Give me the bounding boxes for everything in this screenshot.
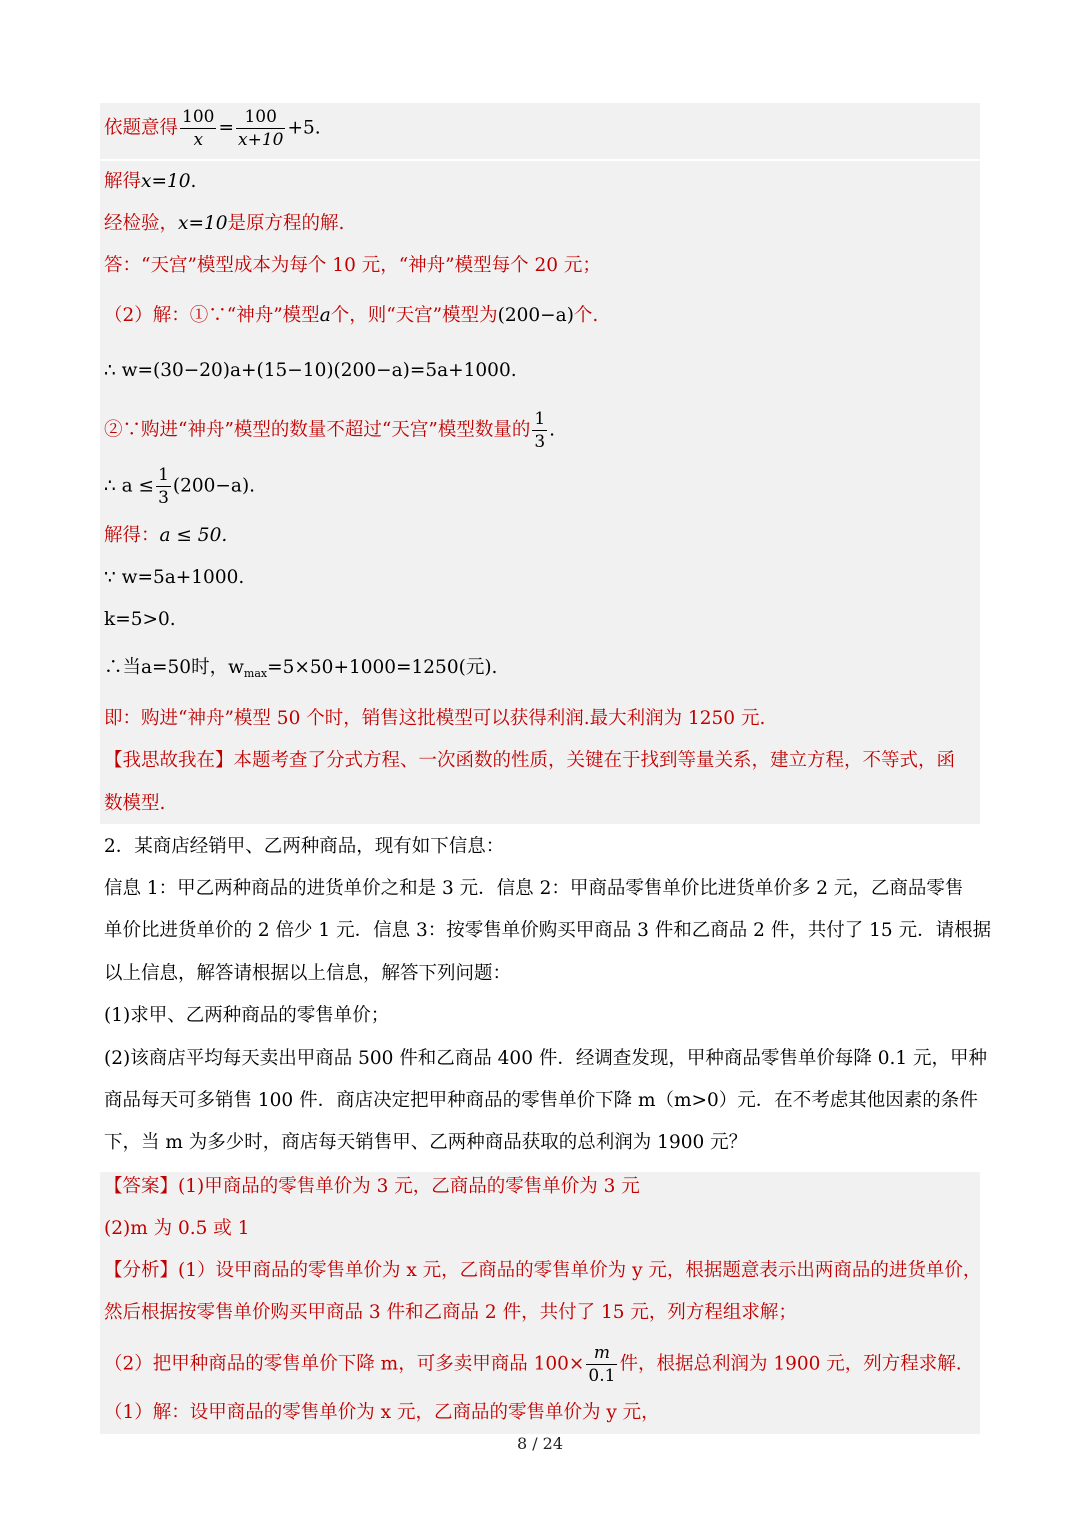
- solve-end: .: [190, 171, 197, 192]
- problem2-question-2-line-3: 下，当 m 为多少时，商店每天销售甲、乙两种商品获取的总利润为 1900 元？: [104, 1132, 748, 1153]
- reflection-line-1: 【我思故我在】本题考查了分式方程、一次函数的性质，关键在于找到等量关系，建立方程，不等式，函: [104, 750, 956, 771]
- inequality-line: [104, 464, 980, 509]
- max-sub: max: [243, 667, 268, 680]
- problem2-info-3: 以上信息，解答请根据以上信息，解答下列问题：: [104, 963, 512, 984]
- ana2-post: 件，根据总利润为 1900 元，列方程求解.: [619, 1353, 962, 1375]
- ana2-pre: （2）把甲种商品的零售单价下降 m，可多卖甲商品 100×: [104, 1353, 585, 1375]
- check-prefix: 经检验，: [104, 213, 179, 234]
- solved-math: a ≤ 50.: [159, 525, 228, 546]
- analysis-line-1: 【分析】(1）设甲商品的零售单价为 x 元，乙商品的零售单价为 y 元，根据题意表示出两商品的进货单价，: [104, 1260, 982, 1281]
- eq-prefix: 依题意得: [104, 117, 179, 139]
- answer-line-p2-2: (2)m 为 0.5 或 1: [104, 1218, 250, 1239]
- k-line: k=5>0.: [104, 609, 176, 630]
- max-post: =5×50+1000=1250(元).: [267, 657, 498, 678]
- frac-num: 100: [236, 106, 285, 129]
- part2-var: a: [319, 305, 331, 326]
- frac-den: 3: [534, 432, 546, 452]
- frac-num: m: [586, 1342, 617, 1365]
- fraction-100-over-x: [180, 106, 216, 151]
- answer-line-p2-1: 【答案】(1)甲商品的零售单价为 3 元，乙商品的零售单价为 3 元: [104, 1176, 640, 1197]
- max-pre: ∴当a=50时，w: [104, 657, 244, 678]
- reflection-line-2: 数模型.: [104, 793, 166, 814]
- cond2-end: .: [549, 419, 556, 441]
- check-line: [104, 211, 980, 237]
- eq-tail: +5.: [287, 117, 321, 139]
- w-equation-line: ∴ w=(30−20)a+(15−10)(200−a)=5a+1000.: [104, 360, 517, 381]
- solve-prefix: 解得: [104, 171, 142, 192]
- part2-expr: (200−a): [497, 305, 574, 326]
- frac-den: 3: [158, 488, 169, 508]
- problem2-title: 2．某商店经销甲、乙两种商品，现有如下信息：: [104, 836, 505, 857]
- part2-end: 个.: [573, 305, 599, 326]
- solve-math: x=10: [141, 171, 191, 192]
- part2-a: （2）解：①∵“神舟”模型: [104, 305, 320, 326]
- conclusion-line: 即：购进“神舟”模型 50 个时，销售这批模型可以获得利润.最大利润为 1250 元.: [104, 708, 766, 729]
- solution-line-1: （1）解：设甲商品的零售单价为 x 元，乙商品的零售单价为 y 元，: [104, 1402, 660, 1423]
- analysis-part2-line: [104, 1342, 980, 1387]
- frac-num: 100: [182, 107, 215, 127]
- fraction-m-over-0.1: [586, 1342, 617, 1387]
- frac-den: x+10: [237, 130, 284, 150]
- equation-line: [104, 106, 980, 151]
- part2-b: 个，则“天宫”模型为: [330, 305, 498, 326]
- problem2-info-2: 单价比进货单价的 2 倍少 1 元．信息 3：按零售单价购买甲商品 3 件和乙商品 2 件，共付了 15 元．请根据: [104, 920, 992, 941]
- fraction-one-third: [156, 464, 171, 509]
- eq-sign: =: [218, 117, 234, 139]
- problem2-question-1: (1)求甲、乙两种商品的零售单价；: [104, 1005, 390, 1026]
- page-number: 8 / 24: [516, 1434, 564, 1453]
- max-line: [104, 655, 980, 687]
- analysis-line-2: 然后根据按零售单价购买甲商品 3 件和乙商品 2 件，共付了 15 元，列方程组求解；: [104, 1302, 797, 1323]
- check-math: x=10: [178, 213, 228, 234]
- ineq-prefix: ∴ a ≤: [104, 475, 155, 497]
- frac-num: 1: [158, 465, 169, 485]
- solved-line: [104, 523, 980, 549]
- ineq-tail: (200−a).: [172, 475, 256, 497]
- answer-line-1: 答：“天宫”模型成本为每个 10 元，“神舟”模型每个 20 元；: [104, 255, 601, 276]
- problem2-question-2-line-2: 商品每天可多销售 100 件．商店决定把甲种商品的零售单价下降 m（m>0）元．在不考虑其他因素的条件: [104, 1090, 978, 1111]
- check-end: 是原方程的解.: [227, 213, 345, 234]
- part2-line: [104, 303, 980, 329]
- condition2-line: [104, 408, 980, 453]
- problem2-question-2-line-1: (2)该商店平均每天卖出甲商品 500 件和乙商品 400 件．经调查发现，甲种商品零售单价每降 0.1 元，甲种: [104, 1048, 988, 1069]
- cond2-text: ②∵购进“神舟”模型的数量不超过“天宫”模型数量的: [104, 419, 531, 441]
- fraction-100-over-x-plus-10: [236, 106, 285, 151]
- fraction-one-third: [532, 408, 547, 453]
- solved-prefix: 解得：: [104, 525, 160, 546]
- because-w-line: ∵ w=5a+1000.: [104, 567, 245, 588]
- frac-den: 0.1: [588, 1366, 616, 1386]
- problem2-info-1: 信息 1：甲乙两种商品的进货单价之和是 3 元．信息 2：甲商品零售单价比进货单价多 2 元，乙商品零售: [104, 878, 964, 899]
- frac-num: 1: [534, 409, 546, 429]
- solve-line: [104, 169, 980, 195]
- frac-den: x: [193, 130, 204, 150]
